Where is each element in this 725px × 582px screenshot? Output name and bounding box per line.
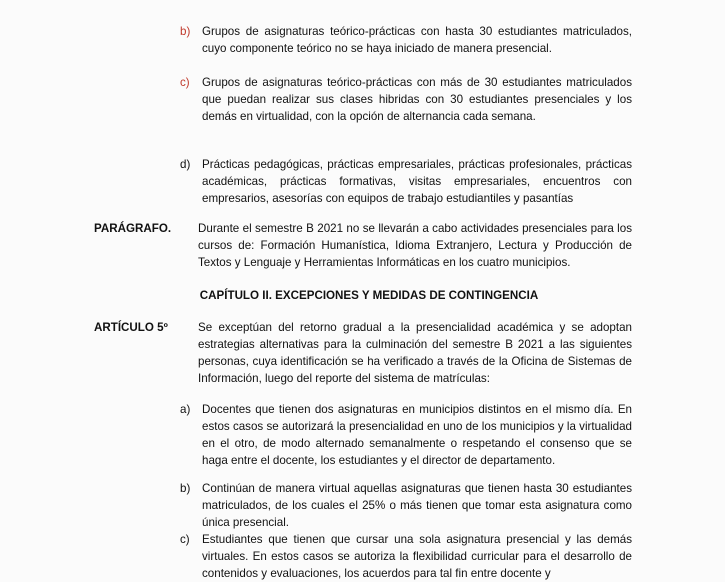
list-item <box>180 401 632 469</box>
paragrafo-text: Durante el semestre B 2021 no se llevarán a cabo actividades presenciales para los cursos de: Formación Humanística, Idioma Extranjero, Lectura y Producción de Textos y Lenguaje y Herramientas Informáticas en los cuatro municipios. <box>198 222 632 269</box>
list-item-text: Grupos de asignaturas teórico-prácticas con más de 30 estudiantes matriculados que puedan realizar sus clases hibridas con 30 estudiantes presenciales y los demás en virtualidad, con la opción de alternancia cada semana. <box>202 76 632 123</box>
list-marker: c) <box>180 533 190 546</box>
list-marker: b) <box>180 482 191 495</box>
chapter-heading: CAPÍTULO II. EXCEPCIONES Y MEDIDAS DE CONTINGENCIA <box>199 289 539 302</box>
list-marker: b) <box>180 25 191 38</box>
list-item-text: Prácticas pedagógicas, prácticas empresariales, prácticas profesionales, prácticas académicas, prácticas formativas, visitas empresariales, encuentros con empresarios, asesorías con equipos de trabajo estudiantiles y pasantías <box>202 158 632 205</box>
list-marker: d) <box>180 158 191 171</box>
list-item-text: Docentes que tienen dos asignaturas en municipios distintos en el mismo día. En estos casos se autorizará la presencialidad en uno de los municipios y la virtualidad en el otro, de modo alternado semanalmente o respetando el consenso que se haga entre el docente, los estudiantes y el director de departamento. <box>202 403 632 467</box>
articulo-label: ARTÍCULO 5º <box>94 321 168 334</box>
list-item-text: Continúan de manera virtual aquellas asignaturas que tienen hasta 30 estudiantes matriculados, de los cuales el 25% o más tienen que tomar esta asignatura como única presencial. <box>202 482 632 529</box>
list-item <box>180 480 632 531</box>
list-marker: a) <box>180 403 191 416</box>
paragrafo-label: PARÁGRAFO. <box>94 222 172 235</box>
list-item <box>180 531 632 582</box>
list-item <box>180 74 632 125</box>
list-item-text: Grupos de asignaturas teórico-prácticas con hasta 30 estudiantes matriculados, cuyo componente teórico no se haya iniciado de manera presencial. <box>202 25 632 55</box>
list-item <box>180 23 632 57</box>
list-item-text: Estudiantes que tienen que cursar una sola asignatura presencial y las demás virtuales. En estos casos se autoriza la flexibilidad curricular para el desarrollo de contenidos y evaluaciones, los acuerdos para tal fin entre docente y <box>202 533 632 580</box>
articulo-text: Se exceptúan del retorno gradual a la presencialidad académica y se adoptan estrategias alternativas para la culminación del semestre B 2021 a las siguientes personas, cuya identificación se ha verificado a través de la Oficina de Sistemas de Información, luego del reporte del sistema de matrículas: <box>198 321 632 385</box>
list-marker: c) <box>180 76 190 89</box>
list-item <box>180 156 632 207</box>
